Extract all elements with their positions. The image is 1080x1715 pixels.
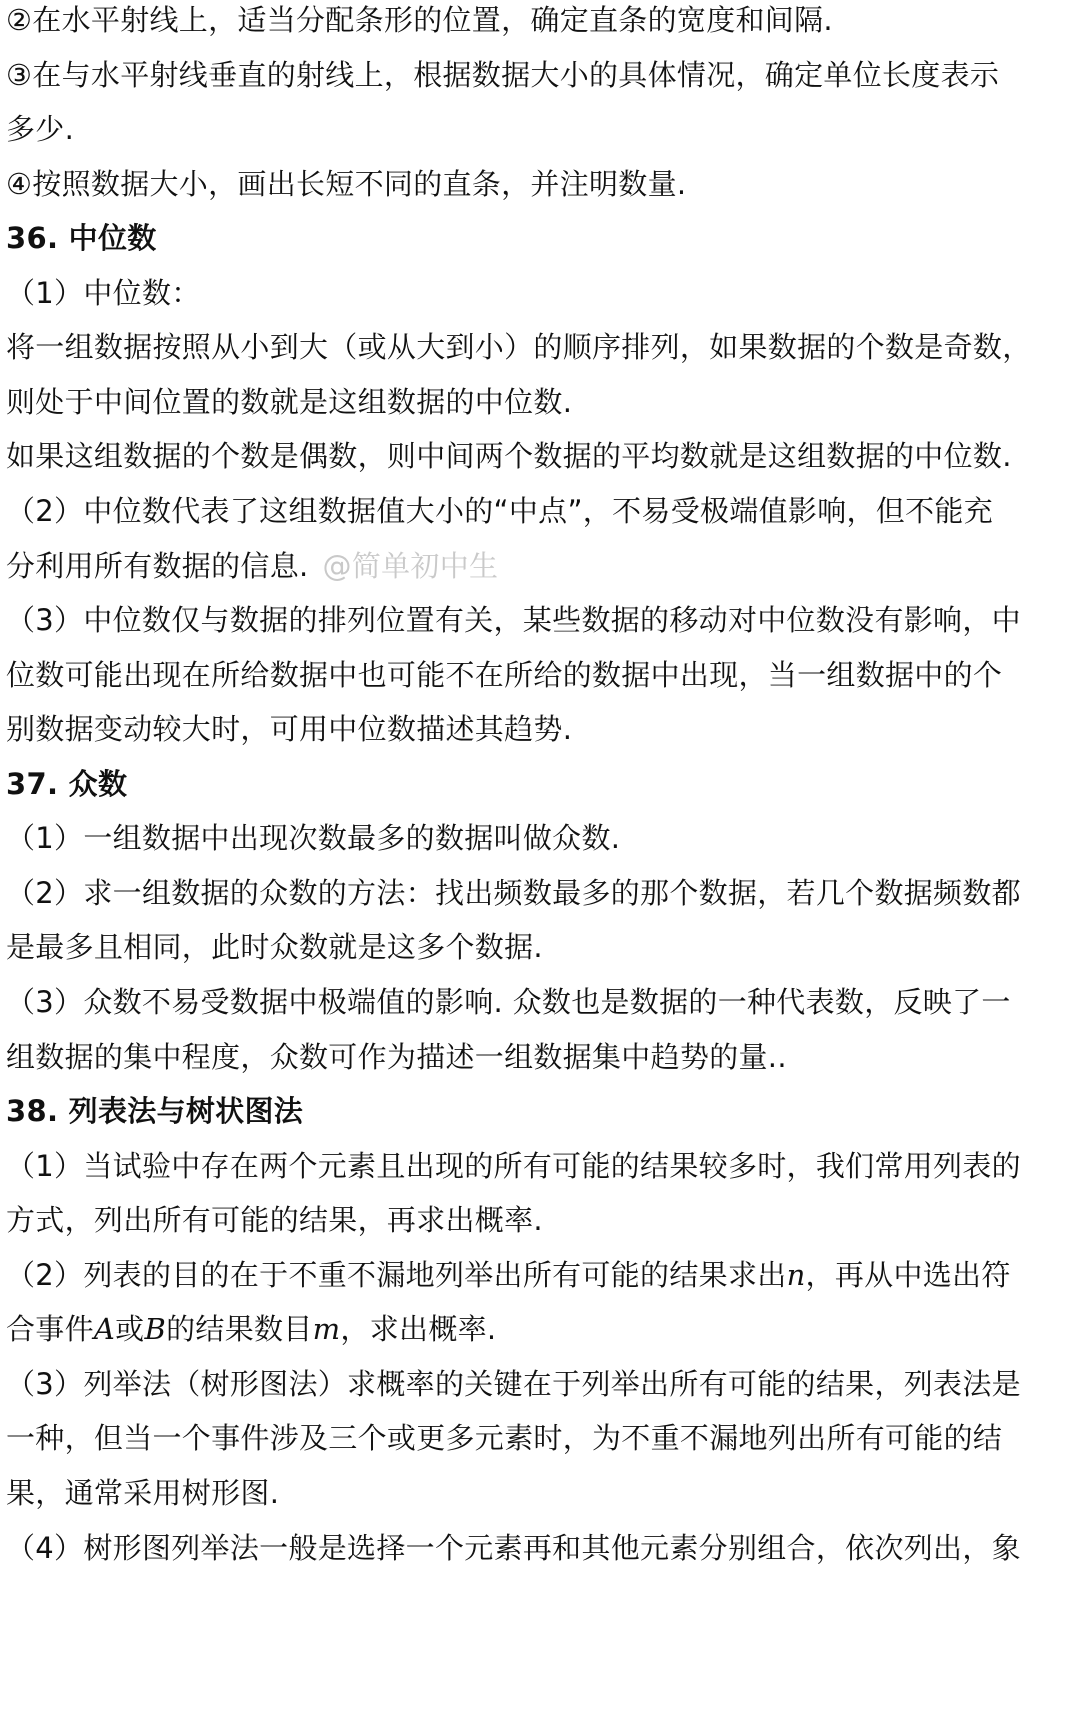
text-line-20: 组数据的集中程度，众数可作为描述一组数据集中趋势的量.. [6,1040,787,1074]
text-line-1: ②在水平射线上，适当分配条形的位置，确定直条的宽度和间隔. [6,3,833,37]
text-line-12: （3）中位数仅与数据的排列位置有关，某些数据的移动对中位数没有影响，中 [6,603,1021,637]
text-line-19: （3）众数不易受数据中极端值的影响. 众数也是数据的一种代表数，反映了一 [6,985,1011,1019]
text-line-24-part-2: ，再从中选出符 [805,1258,1011,1292]
text-line-23: 方式，列出所有可能的结果，再求出概率. [6,1203,543,1237]
text-line-7: 将一组数据按照从小到大（或从大到小）的顺序排列，如果数据的个数是奇数， [6,330,1032,364]
text-line-29: （4）树形图列举法一般是选择一个元素再和其他元素分别组合，依次列出，象 [6,1531,1021,1565]
text-line-18: 是最多且相同，此时众数就是这多个数据. [6,930,543,964]
text-line-8: 则处于中间位置的数就是这组数据的中位数. [6,385,573,419]
text-line-6: （1）中位数： [6,276,201,310]
text-line-14: 别数据变动较大时，可用中位数描述其趋势. [6,712,573,746]
text-line-13: 位数可能出现在所给数据中也可能不在所给的数据中出现，当一组数据中的个 [6,658,1003,692]
text-line-25 [6,1309,1074,1349]
text-line-25-part-2: 或 [115,1312,145,1346]
variable-A: A [93,1312,116,1346]
text-line-22: （1）当试验中存在两个元素且出现的所有可能的结果较多时，我们常用列表的 [6,1149,1021,1183]
text-line-24-part-1: （2）列表的目的在于不重不漏地列举出所有可能的结果求出 [6,1258,787,1292]
variable-B: B [144,1312,167,1346]
text-line-17: （2）求一组数据的众数的方法：找出频数最多的那个数据，若几个数据频数都 [6,876,1021,910]
corner-watermark-overlay [0,1688,140,1715]
text-line-16: （1）一组数据中出现次数最多的数据叫做众数. [6,821,621,855]
text-line-28: 果，通常采用树形图. [6,1476,280,1510]
section-heading-36: 36. 中位数 [6,221,157,255]
variable-n: n [786,1258,806,1292]
text-line-27: 一种，但当一个事件涉及三个或更多元素时，为不重不漏地列出所有可能的结 [6,1421,1003,1455]
text-line-3: 多少. [6,112,75,146]
text-line-11-content: 分利用所有数据的信息. [6,549,309,583]
watermark: @简单初中生 [322,549,499,583]
text-line-4: ④按照数据大小，画出长短不同的直条，并注明数量. [6,167,687,201]
variable-m: m [312,1312,341,1346]
text-line-26: （3）列举法（树形图法）求概率的关键在于列举出所有可能的结果，列表法是 [6,1367,1021,1401]
text-line-25-part-4: ，求出概率. [340,1312,497,1346]
text-line-11 [6,546,1074,586]
section-heading-37: 37. 众数 [6,767,128,801]
text-line-24 [6,1255,1074,1295]
text-line-25-part-1: 合事件 [6,1312,94,1346]
text-line-2: ③在与水平射线垂直的射线上，根据数据大小的具体情况，确定单位长度表示 [6,58,1000,92]
text-line-25-part-3: 的结果数目 [166,1312,313,1346]
text-line-10: （2）中位数代表了这组数据值大小的“中点”，不易受极端值影响，但不能充 [6,494,993,528]
section-heading-38: 38. 列表法与树状图法 [6,1094,304,1128]
text-line-9: 如果这组数据的个数是偶数，则中间两个数据的平均数就是这组数据的中位数. [6,439,1012,473]
